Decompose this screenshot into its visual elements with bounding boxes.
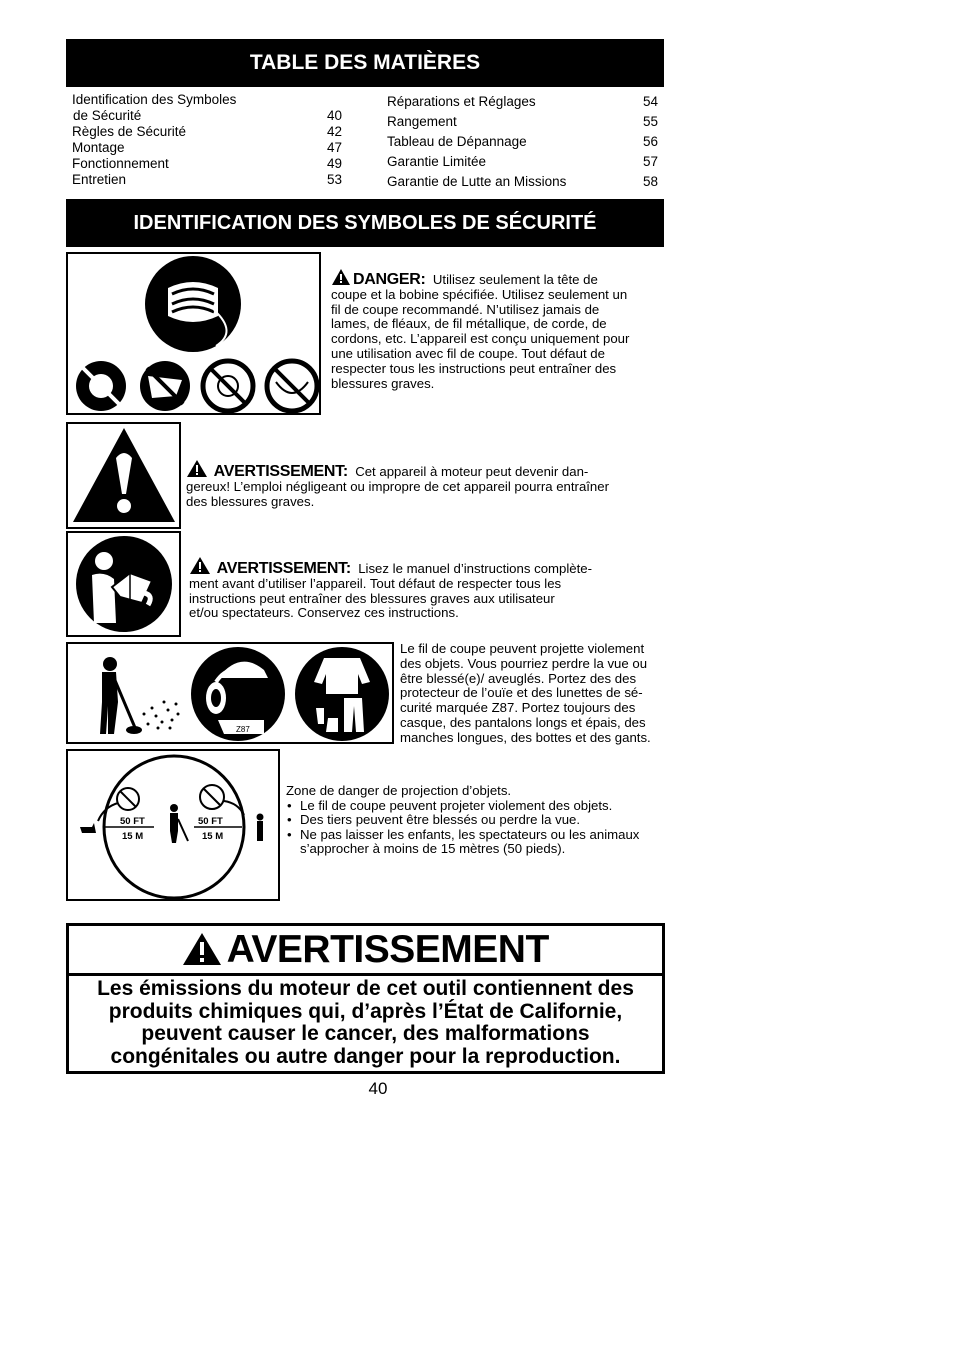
zone-bullet-continuation: s’approcher à moins de 15 mètres (50 pieds). (300, 841, 566, 857)
warning-symbol (66, 422, 181, 529)
distance-ft-left: 50 FT (120, 816, 145, 827)
zone-intro: Zone de danger de projection d’objets. (286, 783, 512, 798)
prop65-warning-box (66, 923, 665, 1074)
warning-triangle-icon (186, 459, 208, 478)
symbols-banner (66, 199, 664, 247)
toc-entry[interactable]: Entretien 53 (72, 172, 342, 187)
distance-m-left: 15 M (122, 831, 144, 842)
toc-entry[interactable]: Garantie de Lutte an Missions 58 (387, 174, 658, 189)
protection-text: Le fil de coupe peuvent projette violement des objets. Vous pourriez perdre la vue ou être blessé(e)/ aveuglés. Portez des des protecteur de l’ouïe et des lunettes de sé- curité marquée Z87. Portez toujours des casque, des pantalons longs et épais, des manches longues, des bottes et des gants. (400, 641, 651, 745)
warning1-text: AVERTISSEMENT: Cet appareil à moteur peut devenir dan- gereux! L’emploi négligeant ou impropre de cet appareil pourra entraîner des blessures graves. (186, 459, 661, 509)
danger-text: DANGER: Utilisez seulement la tête de coupe et la bobine spécifiée. Utilisez seulement un fil de coupe recommandé. N’utilisez jamais de lames, de fléaux, de fil métallique, de corde, de cordons, etc. L’appareil est conçu uniquement pour une utilisation avec fil de coupe. Tout défaut de respecter tous les instructions peut entraîner des blessures graves. (331, 268, 661, 391)
toc-entry[interactable]: Tableau de Dépannage 56 (387, 134, 658, 149)
operator-trimming-icon (100, 657, 180, 734)
toc-title: TABLE DES MATIÈRES (249, 51, 481, 74)
toc-entry[interactable]: Fonctionnement 49 (72, 156, 342, 171)
warning2-label: AVERTISSEMENT: (216, 560, 351, 577)
toc-banner (66, 39, 664, 87)
warning-triangle-icon (189, 556, 211, 575)
z87-label: Z87 (236, 725, 250, 734)
distance-m-right: 15 M (202, 831, 224, 842)
danger-zone-icon (80, 756, 264, 898)
toc-entry[interactable]: Réparations et Réglages 54 (387, 94, 658, 109)
danger-zone-symbol (66, 749, 280, 901)
zone-text (286, 784, 661, 857)
safety-gear-symbol (66, 642, 394, 744)
symbols-title: IDENTIFICATION DES SYMBOLES DE SÉCURITÉ (133, 212, 597, 234)
toc-entry[interactable]: Garantie Limitée 57 (387, 154, 658, 169)
clothing-boots-gloves-icon (295, 647, 389, 741)
no-flail-icon (140, 361, 190, 411)
no-wire-icon (203, 361, 253, 411)
distance-ft-right: 50 FT (198, 816, 223, 827)
no-rope-icon (267, 361, 317, 411)
warning-triangle-icon (331, 268, 351, 286)
read-manual-icon (76, 536, 172, 632)
toc-entry[interactable]: Rangement 55 (387, 114, 658, 129)
prop65-body: Les émissions du moteur de cet outil contiennent des produits chimiques qui, d’après l’État de Californie, peuvent causer le cancer, des malformations congénitales ou autre danger pour la reproduction. (97, 977, 634, 1068)
prop65-title-row (69, 926, 662, 976)
warning1-label: AVERTISSEMENT: (213, 463, 348, 480)
zone-bullet-list (286, 799, 661, 843)
toc-right-column (387, 92, 658, 192)
warning2-text: AVERTISSEMENT: Lisez le manuel d’instructions complète- ment avant d’utiliser l’appareil. Tout défaut de respecter tous les instructions peut entraîner des blessures graves aux utilisateur et/ou spectateurs. Conservez ces instructions. (189, 556, 659, 621)
prop65-title: AVERTISSEMENT (226, 928, 549, 971)
list-item: • Ne pas laisser les enfants, les spectateurs ou les animaux (286, 828, 661, 843)
warning-triangle-icon (73, 428, 175, 522)
toc-entry[interactable]: Montage 47 (72, 140, 342, 155)
no-blade-icon (76, 361, 126, 411)
list-item: • Des tiers peuvent être blessés ou perdre la vue. (286, 813, 661, 828)
trimmer-head-symbol (66, 252, 321, 415)
ear-eye-head-protection-icon (191, 647, 285, 741)
toc-entry[interactable]: de Sécurité 40 (73, 108, 342, 123)
list-item: • Le fil de coupe peuvent projeter violement des objets. (286, 799, 661, 814)
danger-label: DANGER: (353, 271, 426, 288)
toc-entry[interactable]: Règles de Sécurité 42 (72, 124, 342, 139)
read-manual-symbol (66, 531, 181, 637)
page-number: 40 (368, 1079, 388, 1098)
warning-triangle-icon (182, 932, 222, 966)
trimmer-head-icon (145, 256, 241, 352)
toc-left-column (72, 92, 342, 188)
toc-entry[interactable]: Identification des Symboles (72, 92, 237, 107)
